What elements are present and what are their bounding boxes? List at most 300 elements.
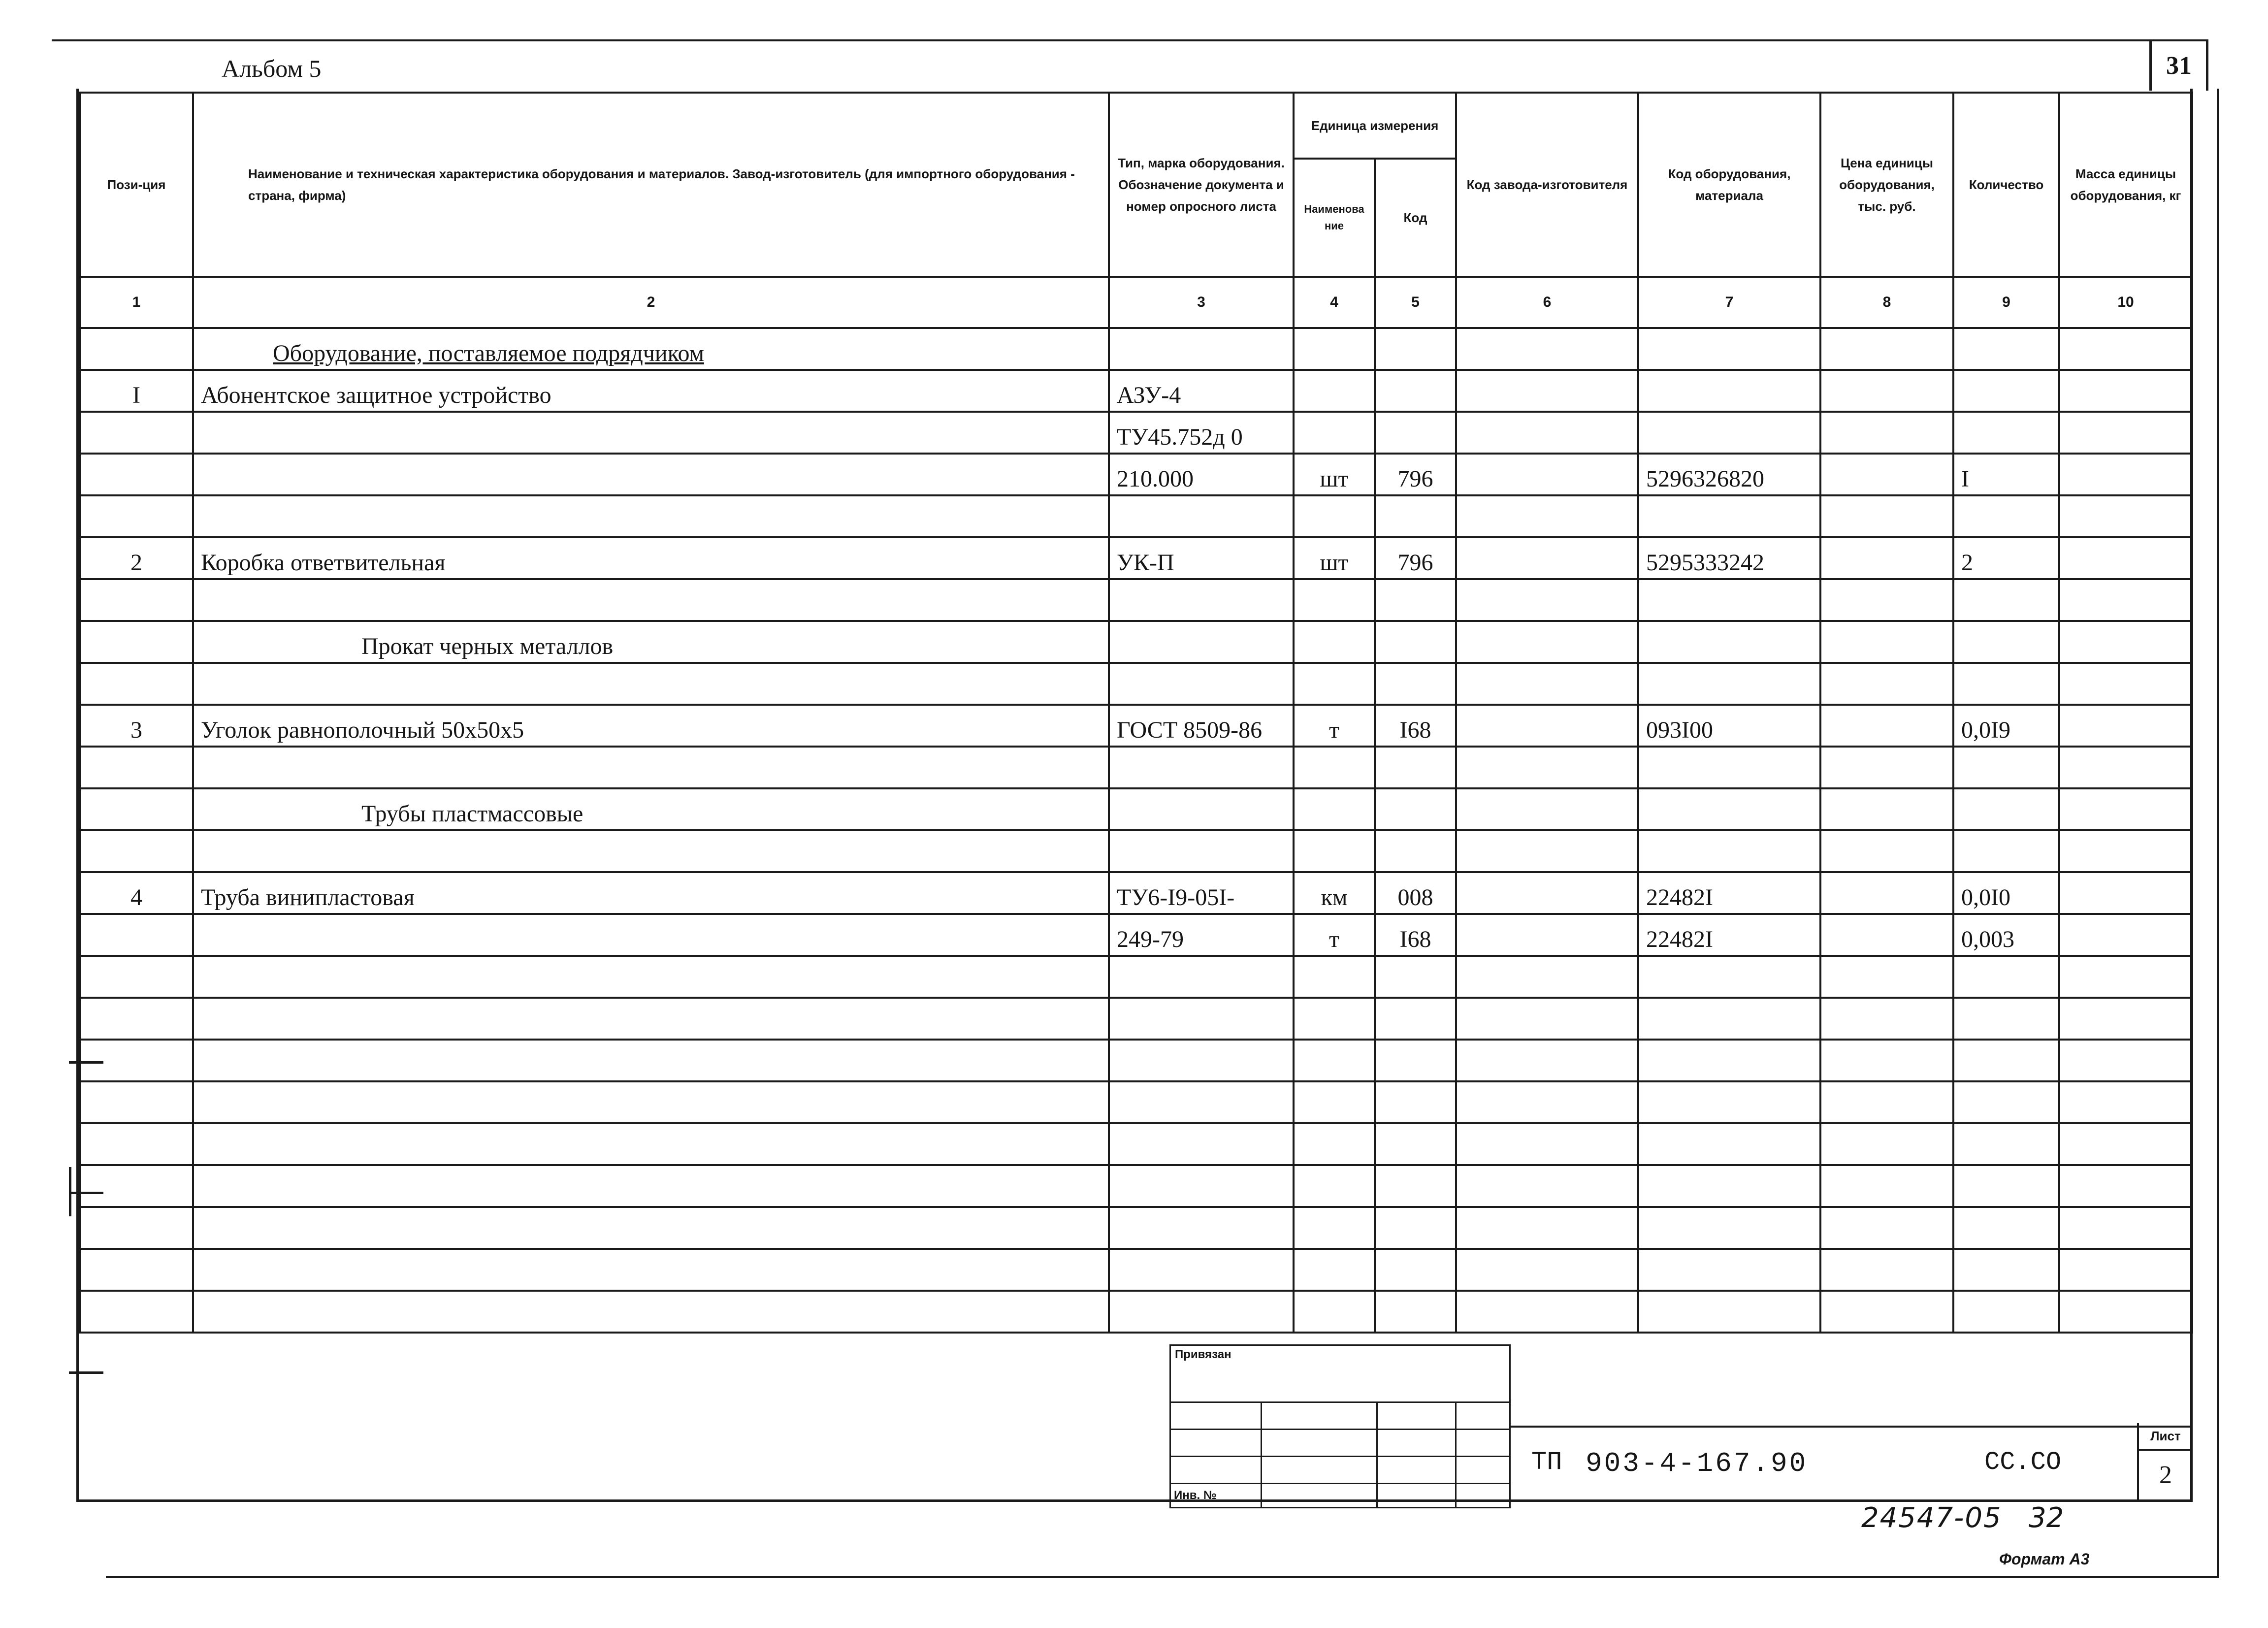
cell-name	[193, 1291, 1109, 1333]
cell-pos	[80, 998, 193, 1040]
table-row	[80, 1291, 2192, 1333]
sheet-box	[2137, 1423, 2192, 1501]
cell-code	[1375, 1207, 1456, 1249]
sheet-number: 2	[2159, 1461, 2172, 1489]
designation-prefix: ТП	[1531, 1448, 1562, 1477]
cell-maker	[1456, 412, 1638, 454]
cell-unit	[1294, 1123, 1375, 1165]
cell-mass	[2059, 663, 2192, 705]
cell-qty	[1953, 370, 2059, 412]
table-row	[80, 747, 2192, 788]
cell-type	[1109, 747, 1294, 788]
cell-unit	[1294, 1207, 1375, 1249]
cell-unit: шт	[1294, 537, 1375, 579]
cell-type	[1109, 1165, 1294, 1207]
cell-equip	[1638, 1081, 1820, 1123]
cell-maker	[1456, 537, 1638, 579]
section-heading-row	[80, 621, 2192, 663]
cell-maker	[1456, 788, 1638, 830]
cell-type: 210.000	[1109, 454, 1294, 495]
cell-qty	[1953, 747, 2059, 788]
cell-qty	[1953, 495, 2059, 537]
cell-mass	[2059, 1249, 2192, 1291]
cell-code	[1375, 998, 1456, 1040]
cell-equip: 5296326820	[1638, 454, 1820, 495]
page-number: 31	[2166, 52, 2192, 80]
cell-price	[1820, 747, 1953, 788]
cell-mass	[2059, 495, 2192, 537]
cell-name	[193, 495, 1109, 537]
table-row	[80, 663, 2192, 705]
cell-equip: 22482I	[1638, 872, 1820, 914]
cell-type	[1109, 579, 1294, 621]
privyazan-label: Привязан	[1170, 1345, 1510, 1402]
cell-qty	[1953, 579, 2059, 621]
table-row	[80, 872, 2192, 914]
cell-equip	[1638, 788, 1820, 830]
table-row	[80, 998, 2192, 1040]
cell-price	[1820, 1249, 1953, 1291]
cell-name: Абонентское защитное устройство	[193, 370, 1109, 412]
cell-mass	[2059, 328, 2192, 370]
cell-equip	[1638, 412, 1820, 454]
cell-qty: I	[1953, 454, 2059, 495]
right-rule	[2217, 89, 2219, 1578]
cell-maker	[1456, 705, 1638, 747]
cell-qty	[1953, 412, 2059, 454]
cell-qty	[1953, 1165, 2059, 1207]
cell-unit	[1294, 579, 1375, 621]
cell-unit	[1294, 998, 1375, 1040]
col-number: 3	[1109, 277, 1294, 328]
section-heading-row	[80, 328, 2192, 370]
cell-name: Прокат черных металлов	[193, 621, 1109, 663]
cell-price	[1820, 914, 1953, 956]
cell-mass	[2059, 998, 2192, 1040]
cell-maker	[1456, 956, 1638, 998]
cell-code	[1375, 579, 1456, 621]
cell-mass	[2059, 579, 2192, 621]
cell-pos	[80, 1081, 193, 1123]
cell-pos	[80, 788, 193, 830]
cell-qty: 0,0I9	[1953, 705, 2059, 747]
stamp-block	[1169, 1344, 1511, 1508]
cell-unit: шт	[1294, 454, 1375, 495]
cell-unit	[1294, 328, 1375, 370]
cell-pos	[80, 1291, 193, 1333]
table-row	[80, 830, 2192, 872]
cell-name	[193, 663, 1109, 705]
cell-type	[1109, 1081, 1294, 1123]
designation: 903-4-167.90	[1586, 1448, 1808, 1479]
cell-price	[1820, 1081, 1953, 1123]
cell-qty: 0,0I0	[1953, 872, 2059, 914]
cell-name	[193, 1207, 1109, 1249]
cell-unit: т	[1294, 914, 1375, 956]
cell-code	[1375, 830, 1456, 872]
cell-pos	[80, 914, 193, 956]
col-number: 2	[193, 277, 1109, 328]
cell-pos	[80, 621, 193, 663]
margin-tick	[69, 1192, 103, 1194]
col-number: 10	[2059, 277, 2192, 328]
cell-qty	[1953, 1081, 2059, 1123]
cell-type: 249-79	[1109, 914, 1294, 956]
cell-equip	[1638, 1123, 1820, 1165]
cell-equip	[1638, 495, 1820, 537]
cell-name	[193, 830, 1109, 872]
cell-code	[1375, 1123, 1456, 1165]
cell-maker	[1456, 370, 1638, 412]
cell-pos	[80, 328, 193, 370]
cell-code	[1375, 370, 1456, 412]
table-row	[80, 956, 2192, 998]
cell-pos	[80, 1123, 193, 1165]
table-row	[80, 1249, 2192, 1291]
cell-equip	[1638, 956, 1820, 998]
cell-unit	[1294, 621, 1375, 663]
cell-unit	[1294, 1291, 1375, 1333]
cell-maker	[1456, 998, 1638, 1040]
cell-pos	[80, 1040, 193, 1081]
cell-code	[1375, 1249, 1456, 1291]
margin-tick	[69, 1371, 103, 1374]
cell-pos: 4	[80, 872, 193, 914]
cell-mass	[2059, 830, 2192, 872]
cell-equip	[1638, 1249, 1820, 1291]
cell-qty	[1953, 1207, 2059, 1249]
col-header-price: Цена единицы оборудования, тыс. руб.	[1820, 93, 1953, 277]
cell-qty	[1953, 621, 2059, 663]
cell-pos	[80, 1165, 193, 1207]
cell-equip	[1638, 370, 1820, 412]
cell-name: Трубы пластмассовые	[193, 788, 1109, 830]
cell-maker	[1456, 621, 1638, 663]
cell-price	[1820, 1291, 1953, 1333]
cell-code: 796	[1375, 537, 1456, 579]
margin-tick	[69, 1061, 103, 1064]
cell-equip: 22482I	[1638, 914, 1820, 956]
cell-unit	[1294, 370, 1375, 412]
cell-type: УК-П	[1109, 537, 1294, 579]
cell-name: Оборудование, поставляемое подрядчиком	[193, 328, 1109, 370]
cell-type	[1109, 495, 1294, 537]
cell-name	[193, 412, 1109, 454]
cell-code	[1375, 788, 1456, 830]
top-border-line	[52, 39, 2208, 41]
cell-price	[1820, 495, 1953, 537]
cell-name	[193, 1165, 1109, 1207]
cell-unit	[1294, 956, 1375, 998]
cell-unit	[1294, 1249, 1375, 1291]
cell-maker	[1456, 663, 1638, 705]
cell-qty	[1953, 788, 2059, 830]
archive-page: 32	[2029, 1502, 2064, 1534]
table-row	[80, 1207, 2192, 1249]
cell-qty	[1953, 1291, 2059, 1333]
cell-qty	[1953, 328, 2059, 370]
cell-code	[1375, 412, 1456, 454]
col-header-qty: Количество	[1953, 93, 2059, 277]
cell-name: Уголок равнополочный 50х50х5	[193, 705, 1109, 747]
cell-price	[1820, 1165, 1953, 1207]
cell-pos	[80, 663, 193, 705]
cell-qty	[1953, 998, 2059, 1040]
table-row	[80, 495, 2192, 537]
table-row	[80, 579, 2192, 621]
cell-name	[193, 454, 1109, 495]
cell-code	[1375, 1291, 1456, 1333]
cell-code	[1375, 1165, 1456, 1207]
cell-unit: км	[1294, 872, 1375, 914]
cell-unit	[1294, 1165, 1375, 1207]
cell-unit: т	[1294, 705, 1375, 747]
cell-code: 796	[1375, 454, 1456, 495]
specification-table	[79, 92, 2193, 1334]
cell-name	[193, 1081, 1109, 1123]
cell-qty	[1953, 1040, 2059, 1081]
col-header-mass: Масса единицы оборудования, кг	[2059, 93, 2192, 277]
cell-name: Труба винипластовая	[193, 872, 1109, 914]
cell-code	[1375, 328, 1456, 370]
cell-pos	[80, 830, 193, 872]
cell-unit	[1294, 1040, 1375, 1081]
cell-price	[1820, 788, 1953, 830]
col-number: 5	[1375, 277, 1456, 328]
cell-name	[193, 1040, 1109, 1081]
cell-pos: 3	[80, 705, 193, 747]
cell-mass	[2059, 914, 2192, 956]
cell-mass	[2059, 788, 2192, 830]
cell-unit	[1294, 412, 1375, 454]
cell-maker	[1456, 1123, 1638, 1165]
cell-maker	[1456, 1040, 1638, 1081]
cell-maker	[1456, 1291, 1638, 1333]
cell-equip	[1638, 663, 1820, 705]
cell-price	[1820, 663, 1953, 705]
cell-type: ГОСТ 8509-86	[1109, 705, 1294, 747]
cell-pos: 2	[80, 537, 193, 579]
cell-mass	[2059, 705, 2192, 747]
cell-qty: 2	[1953, 537, 2059, 579]
cell-unit	[1294, 788, 1375, 830]
cell-pos	[80, 579, 193, 621]
specification-body	[80, 328, 2192, 1333]
table-row	[80, 1081, 2192, 1123]
cell-price	[1820, 454, 1953, 495]
designation-code: СС.СО	[1984, 1448, 2062, 1477]
cell-equip	[1638, 1040, 1820, 1081]
cell-qty	[1953, 1123, 2059, 1165]
col-header-type: Тип, марка оборудования. Обозначение документа и номер опросного листа	[1109, 93, 1294, 277]
cell-code	[1375, 1040, 1456, 1081]
col-number: 1	[80, 277, 193, 328]
cell-price	[1820, 579, 1953, 621]
cell-maker	[1456, 830, 1638, 872]
cell-maker	[1456, 495, 1638, 537]
cell-maker	[1456, 872, 1638, 914]
cell-maker	[1456, 1249, 1638, 1291]
cell-type	[1109, 1207, 1294, 1249]
format-label: Формат А3	[1999, 1550, 2090, 1568]
cell-code: I68	[1375, 914, 1456, 956]
cell-name	[193, 579, 1109, 621]
cell-name	[193, 747, 1109, 788]
cell-code	[1375, 495, 1456, 537]
cell-equip	[1638, 621, 1820, 663]
cell-code	[1375, 1081, 1456, 1123]
col-header-unit-name: Наименование	[1294, 159, 1375, 277]
section-heading-row	[80, 788, 2192, 830]
cell-type	[1109, 1249, 1294, 1291]
cell-price	[1820, 328, 1953, 370]
table-row	[80, 412, 2192, 454]
cell-price	[1820, 872, 1953, 914]
album-label: Альбом 5	[222, 55, 322, 82]
cell-type	[1109, 621, 1294, 663]
cell-maker	[1456, 579, 1638, 621]
cell-price	[1820, 1123, 1953, 1165]
cell-pos	[80, 956, 193, 998]
cell-code	[1375, 621, 1456, 663]
col-header-unit-group: Единица измерения	[1294, 93, 1456, 159]
cell-mass	[2059, 370, 2192, 412]
cell-pos: I	[80, 370, 193, 412]
cell-type: АЗУ-4	[1109, 370, 1294, 412]
cell-price	[1820, 621, 1953, 663]
cell-unit	[1294, 1081, 1375, 1123]
cell-code: I68	[1375, 705, 1456, 747]
cell-unit	[1294, 495, 1375, 537]
cell-equip	[1638, 1207, 1820, 1249]
col-number: 6	[1456, 277, 1638, 328]
table-row	[80, 454, 2192, 495]
col-number: 7	[1638, 277, 1820, 328]
inv-no-label: Инв. №	[1170, 1484, 1262, 1508]
cell-price	[1820, 830, 1953, 872]
cell-equip	[1638, 747, 1820, 788]
cell-equip: 5295333242	[1638, 537, 1820, 579]
cell-type	[1109, 830, 1294, 872]
table-row	[80, 1040, 2192, 1081]
cell-qty: 0,003	[1953, 914, 2059, 956]
cell-price	[1820, 412, 1953, 454]
cell-maker	[1456, 747, 1638, 788]
cell-qty	[1953, 830, 2059, 872]
sheet-label: Лист	[2139, 1423, 2192, 1451]
cell-type	[1109, 1123, 1294, 1165]
cell-price	[1820, 1040, 1953, 1081]
cell-unit	[1294, 663, 1375, 705]
cell-mass	[2059, 747, 2192, 788]
cell-mass	[2059, 1165, 2192, 1207]
cell-name	[193, 1123, 1109, 1165]
cell-unit	[1294, 747, 1375, 788]
table-row	[80, 1123, 2192, 1165]
table-row	[80, 537, 2192, 579]
cell-type: ТУ6-I9-05I-	[1109, 872, 1294, 914]
cell-type	[1109, 1291, 1294, 1333]
cell-qty	[1953, 663, 2059, 705]
cell-maker	[1456, 1165, 1638, 1207]
cell-mass	[2059, 537, 2192, 579]
cell-mass	[2059, 956, 2192, 998]
col-header-maker-code: Код завода-изготовителя	[1456, 93, 1638, 277]
cell-mass	[2059, 454, 2192, 495]
cell-type	[1109, 956, 1294, 998]
table-row	[80, 705, 2192, 747]
cell-code	[1375, 663, 1456, 705]
bottom-rule	[106, 1576, 2218, 1578]
cell-pos	[80, 1207, 193, 1249]
archive-number: 24547-05	[1861, 1502, 2002, 1534]
page-number-box	[2149, 41, 2208, 91]
cell-qty	[1953, 956, 2059, 998]
cell-maker	[1456, 1207, 1638, 1249]
cell-pos	[80, 412, 193, 454]
cell-pos	[80, 495, 193, 537]
cell-code	[1375, 956, 1456, 998]
cell-type	[1109, 998, 1294, 1040]
cell-pos	[80, 454, 193, 495]
col-number: 4	[1294, 277, 1375, 328]
cell-code: 008	[1375, 872, 1456, 914]
cell-type	[1109, 328, 1294, 370]
header-row	[80, 93, 2192, 159]
cell-name	[193, 1249, 1109, 1291]
cell-name	[193, 914, 1109, 956]
table-row	[80, 1165, 2192, 1207]
cell-mass	[2059, 872, 2192, 914]
col-header-unit-code: Код	[1375, 159, 1456, 277]
table-row	[80, 370, 2192, 412]
cell-mass	[2059, 1207, 2192, 1249]
stamp-divider	[1509, 1426, 2191, 1428]
cell-equip	[1638, 328, 1820, 370]
cell-name: Коробка ответвительная	[193, 537, 1109, 579]
column-number-row	[80, 277, 2192, 328]
cell-mass	[2059, 621, 2192, 663]
cell-mass	[2059, 1291, 2192, 1333]
col-number: 8	[1820, 277, 1953, 328]
cell-mass	[2059, 1123, 2192, 1165]
cell-maker	[1456, 914, 1638, 956]
cell-maker	[1456, 454, 1638, 495]
cell-price	[1820, 998, 1953, 1040]
cell-price	[1820, 537, 1953, 579]
cell-equip	[1638, 1291, 1820, 1333]
col-header-name: Наименование и техническая характеристика оборудования и материалов. Завод-изготовитель (для импортного оборудования - страна, фирма)	[193, 93, 1109, 277]
cell-name	[193, 956, 1109, 998]
cell-mass	[2059, 412, 2192, 454]
cell-name	[193, 998, 1109, 1040]
cell-qty	[1953, 1249, 2059, 1291]
cell-equip	[1638, 579, 1820, 621]
cell-equip	[1638, 998, 1820, 1040]
table-row	[80, 914, 2192, 956]
cell-pos	[80, 747, 193, 788]
cell-unit	[1294, 830, 1375, 872]
cell-price	[1820, 1207, 1953, 1249]
cell-pos	[80, 1249, 193, 1291]
cell-type	[1109, 1040, 1294, 1081]
cell-maker	[1456, 1081, 1638, 1123]
cell-price	[1820, 370, 1953, 412]
col-header-pos: Пози-ция	[80, 93, 193, 277]
cell-mass	[2059, 1081, 2192, 1123]
margin-tick	[69, 1167, 71, 1216]
col-number: 9	[1953, 277, 2059, 328]
